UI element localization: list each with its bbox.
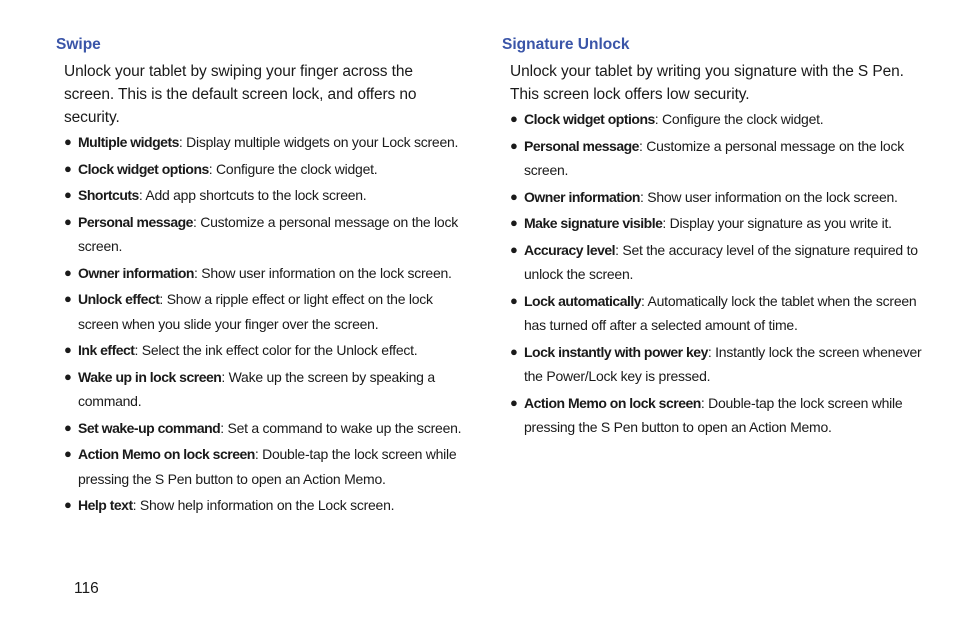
page-number: 116: [74, 580, 99, 597]
bullet-term: Unlock effect: [78, 291, 160, 307]
bullet-term: Personal message: [524, 137, 639, 154]
bullet-desc: : Double-tap the lock screen while pressing the S Pen button to open an Action Memo.: [78, 446, 457, 487]
bullet-dot-icon: ●: [510, 394, 518, 410]
bullet-dot-icon: ●: [510, 137, 518, 153]
bullet-desc: : Set a command to wake up the screen.: [220, 419, 462, 436]
bullet-desc: : Configure the clock widget.: [654, 111, 824, 127]
bullet-dot-icon: ●: [64, 134, 72, 149]
bullet-dot-icon: ●: [64, 291, 72, 306]
bullet-dot-icon: ●: [510, 241, 518, 257]
bullet-desc: : Show help information on the Lock screen.: [132, 497, 395, 513]
bullet-term: Help text: [78, 497, 133, 513]
swipe-heading: Swipe: [56, 36, 101, 53]
bullet-dot-icon: ●: [64, 342, 72, 357]
bullet-desc: : Display multiple widgets on your Lock screen.: [178, 134, 459, 150]
bullet-desc: : Customize a personal message on the lock screen.: [78, 213, 458, 254]
bullet-desc: : Select the ink effect color for the Unlock effect.: [134, 342, 418, 358]
bullet-desc: : Show user information on the lock screen.: [639, 188, 898, 205]
bullet-item: [510, 185, 922, 210]
bullet-term: Action Memo on lock screen: [524, 394, 701, 411]
bullet-item: [64, 365, 466, 414]
bullet-desc: : Show user information on the lock screen.: [193, 264, 452, 281]
bullet-desc: : Add app shortcuts to the lock screen.: [138, 187, 367, 203]
bullet-item: [64, 442, 466, 491]
bullet-dot-icon: ●: [64, 213, 72, 229]
bullet-dot-icon: ●: [510, 111, 518, 126]
bullet-item: [64, 493, 466, 518]
signature-unlock-intro: Unlock your tablet by writing you signature with the S Pen. This screen lock offers low security.: [510, 63, 904, 103]
bullet-item: [64, 338, 466, 363]
bullet-desc: : Configure the clock widget.: [208, 160, 378, 177]
bullet-term: Lock instantly with power key: [524, 343, 708, 360]
bullet-dot-icon: ●: [64, 419, 72, 435]
signature-options-list: [502, 107, 922, 440]
bullet-item: [64, 210, 466, 259]
bullet-dot-icon: ●: [510, 188, 518, 204]
bullet-item: [510, 134, 922, 183]
bullet-term: Action Memo on lock screen: [78, 446, 255, 462]
left-column: [56, 36, 466, 520]
bullet-dot-icon: ●: [510, 292, 518, 308]
bullet-dot-icon: ●: [64, 368, 72, 384]
bullet-term: Multiple widgets: [78, 134, 179, 150]
bullet-item: [64, 130, 466, 155]
bullet-desc: : Wake up the screen by speaking a command.: [78, 368, 435, 409]
bullet-desc: : Set the accuracy level of the signature required to unlock the screen.: [524, 241, 918, 282]
bullet-item: [64, 157, 466, 182]
bullet-term: Shortcuts: [78, 187, 139, 203]
bullet-desc: : Instantly lock the screen whenever the Power/Lock key is pressed.: [524, 343, 922, 384]
bullet-desc: : Customize a personal message on the lock screen.: [524, 137, 904, 178]
bullet-dot-icon: ●: [64, 187, 72, 202]
bullet-desc: : Display your signature as you write it.: [662, 215, 892, 231]
bullet-item: [64, 416, 466, 441]
bullet-term: Wake up in lock screen: [78, 368, 222, 385]
bullet-term: Set wake-up command: [78, 419, 221, 436]
bullet-dot-icon: ●: [64, 497, 72, 512]
bullet-item: [510, 391, 922, 440]
bullet-dot-icon: ●: [64, 446, 72, 461]
bullet-item: [510, 211, 922, 236]
bullet-dot-icon: ●: [64, 160, 72, 176]
bullet-dot-icon: ●: [64, 264, 72, 280]
bullet-item: [510, 107, 922, 132]
bullet-item: [510, 238, 922, 287]
bullet-term: Accuracy level: [524, 241, 616, 258]
bullet-dot-icon: ●: [510, 343, 518, 359]
bullet-item: [510, 289, 922, 338]
bullet-term: Make signature visible: [524, 215, 663, 231]
swipe-intro: Unlock your tablet by swiping your finger across the screen. This is the default screen lock, and offers no security.: [64, 63, 417, 126]
bullet-term: Clock widget options: [78, 160, 209, 177]
bullet-item: [64, 261, 466, 286]
bullet-item: [510, 340, 922, 389]
bullet-term: Lock automatically: [524, 292, 642, 309]
bullet-dot-icon: ●: [510, 215, 518, 230]
bullet-item: [64, 183, 466, 208]
bullet-item: [64, 287, 466, 336]
bullet-desc: : Automatically lock the tablet when the screen has turned off after a selected amount of time.: [524, 292, 917, 333]
bullet-term: Owner information: [524, 188, 640, 205]
swipe-options-list: [56, 130, 466, 518]
bullet-term: Clock widget options: [524, 111, 655, 127]
right-column: [502, 36, 922, 442]
signature-unlock-heading: Signature Unlock: [502, 36, 630, 53]
bullet-term: Owner information: [78, 264, 194, 281]
bullet-term: Personal message: [78, 213, 193, 230]
bullet-desc: : Show a ripple effect or light effect on the lock screen when you slide your finger over the screen.: [78, 291, 433, 332]
bullet-desc: : Double-tap the lock screen while pressing the S Pen button to open an Action Memo.: [524, 394, 903, 435]
bullet-term: Ink effect: [78, 342, 135, 358]
